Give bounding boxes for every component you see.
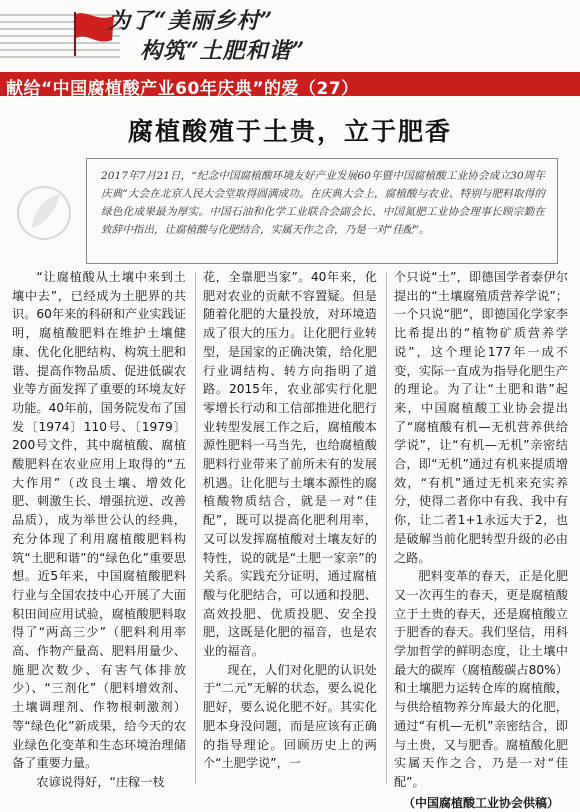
header [0, 0, 580, 100]
article-title: 腐植酸殖于土贵，立于肥香 [127, 117, 452, 146]
decorative-leaf-icon [14, 178, 74, 248]
article-intro: 2017年7月21日，“纪念中国腐植酸环境友好产业发展60年暨中国腐植酸工业协会成立30周年庆典”大会在北京人民大会堂取得圆满成功。在庆典大会上，腐植酸与农业、特别与肥料取得的绿色化成果最为厚实。中国石油和化学工业联合会副会长、中国氮肥工业协会理事长顾宗勤在致辞中指出，让腐植酸与化肥结合，实属天作之合，乃是一对“佳配”。 [86, 158, 558, 264]
paragraph: “让腐植酸从土壤中来到土壤中去”，已经成为土肥界的共识。60年来的科研和产业实践证明，腐植酸肥料在维护土壤健康、优化化肥结构、构筑土肥和谐、提高作物品质、促进低碳农业等方面发挥了重要的环境友好功能。40年前，国务院发布了国发〔1974〕110号、〔1979〕200号文件，其中腐植酸、腐植酸肥料在农业应用上取得的“五大作用”（改良土壤、增效化肥、刺激生长、增强抗逆、改善品质），成为举世公认的经典，充分体现了利用腐植酸肥料构筑“土肥和谐”的“绿色化”重要思想。近5年来，中国腐植酸肥料行业与全国农技中心开展了大面积田间应用试验，腐植酸肥料取得了“两高三少”（肥料利用率高、作物产量高、肥料用量少、施肥次数少、有害气体排放少）、“三剂化”（肥料增效剂、土壤调理剂、作物根刺激剂）等“绿色化”新成果，给今天的农业绿色化变革和生态环境治理储备了重要力量。 [12, 270, 186, 771]
column-3 [394, 268, 568, 810]
paragraph: 花，全靠肥当家”。40年来，化肥对农业的贡献不容置疑。但是随着化肥的大量投放，对环境造成了很大的压力。让化肥行业转型，是国家的正确决策，给化肥行业调结构、转方向指明了道路。2015年，农业部实行化肥零增长行动和工信部推进化肥行业转型发展工作之后，腐植酸本源性肥料一马当先，也给腐植酸肥料行业带来了前所未有的发展机遇。让化肥与土壤本源性的腐植酸物质结合，就是一对“佳配”，既可以提高化肥利用率，又可以发挥腐植酸对土壤友好的特性，说的就是“土肥一家亲”的关系。实践充分证明，通过腐植酸与化肥结合，可以通和投肥、高效投肥、优质投肥、安全投肥，这既是化肥的福音，也是农业的福音。 [203, 270, 377, 659]
series-banner-text: 献给“中国腐植酸产业60年庆典”的爱（27） [6, 79, 359, 99]
column-1 [12, 268, 186, 788]
article-credit: （中国腐植酸工业协会供稿） [402, 795, 559, 810]
paragraph: 农谚说得好，“庄稼一枝 [36, 774, 165, 789]
slogan-line-2: 构筑“土肥和谐” [140, 38, 306, 64]
column-divider [386, 272, 387, 784]
paragraph: 个只说“土”，即德国学者泰伊尔提出的“土壤腐殖质营养学说”；一个只说“肥”，即德国化学家李比希提出的“植物矿质营养学说”，这个理论177年一成不变，实际一直成为指导化肥生产的理论。为了让“土肥和谐”起来，中国腐植酸工业协会提出了“腐植酸有机—无机营养供给学说”，让“有机—无机”亲密结合，即“无机”通过有机来提质增效，“有机”通过无机来充实养分，使得二者你中有我、我中有你，让二者1+1永远大于2，也是破解当前化肥转型升级的必由之路。 [394, 270, 568, 565]
paragraph: 现在，人们对化肥的认识处于“二元”无解的状态，要么说化肥好，要么说化肥不好。其实化肥本身没问题，而是应该有正确的指导理论。回顾历史上的两个“土肥学说”，一 [203, 662, 377, 771]
slogan-line-1: 为了“美丽乡村” [108, 8, 274, 34]
paragraph: 肥料变革的春天，正是化肥又一次再生的春天，更是腐植酸立于土贵的春天，还是腐植酸立于肥香的春天。我们坚信，用科学加哲学的鲜明态度，让土壤中最大的碳库（腐植酸碳占80%）和土壤肥力运转仓库的腐植酸，与供给植物养分库最大的化肥，通过“有机—无机”亲密结合，即与土贵，又与肥香。腐植酸化肥实属天作之合，乃是一对“佳配”。 [394, 569, 568, 789]
column-divider [195, 272, 196, 784]
column-2 [203, 268, 377, 788]
article-body [12, 268, 568, 810]
